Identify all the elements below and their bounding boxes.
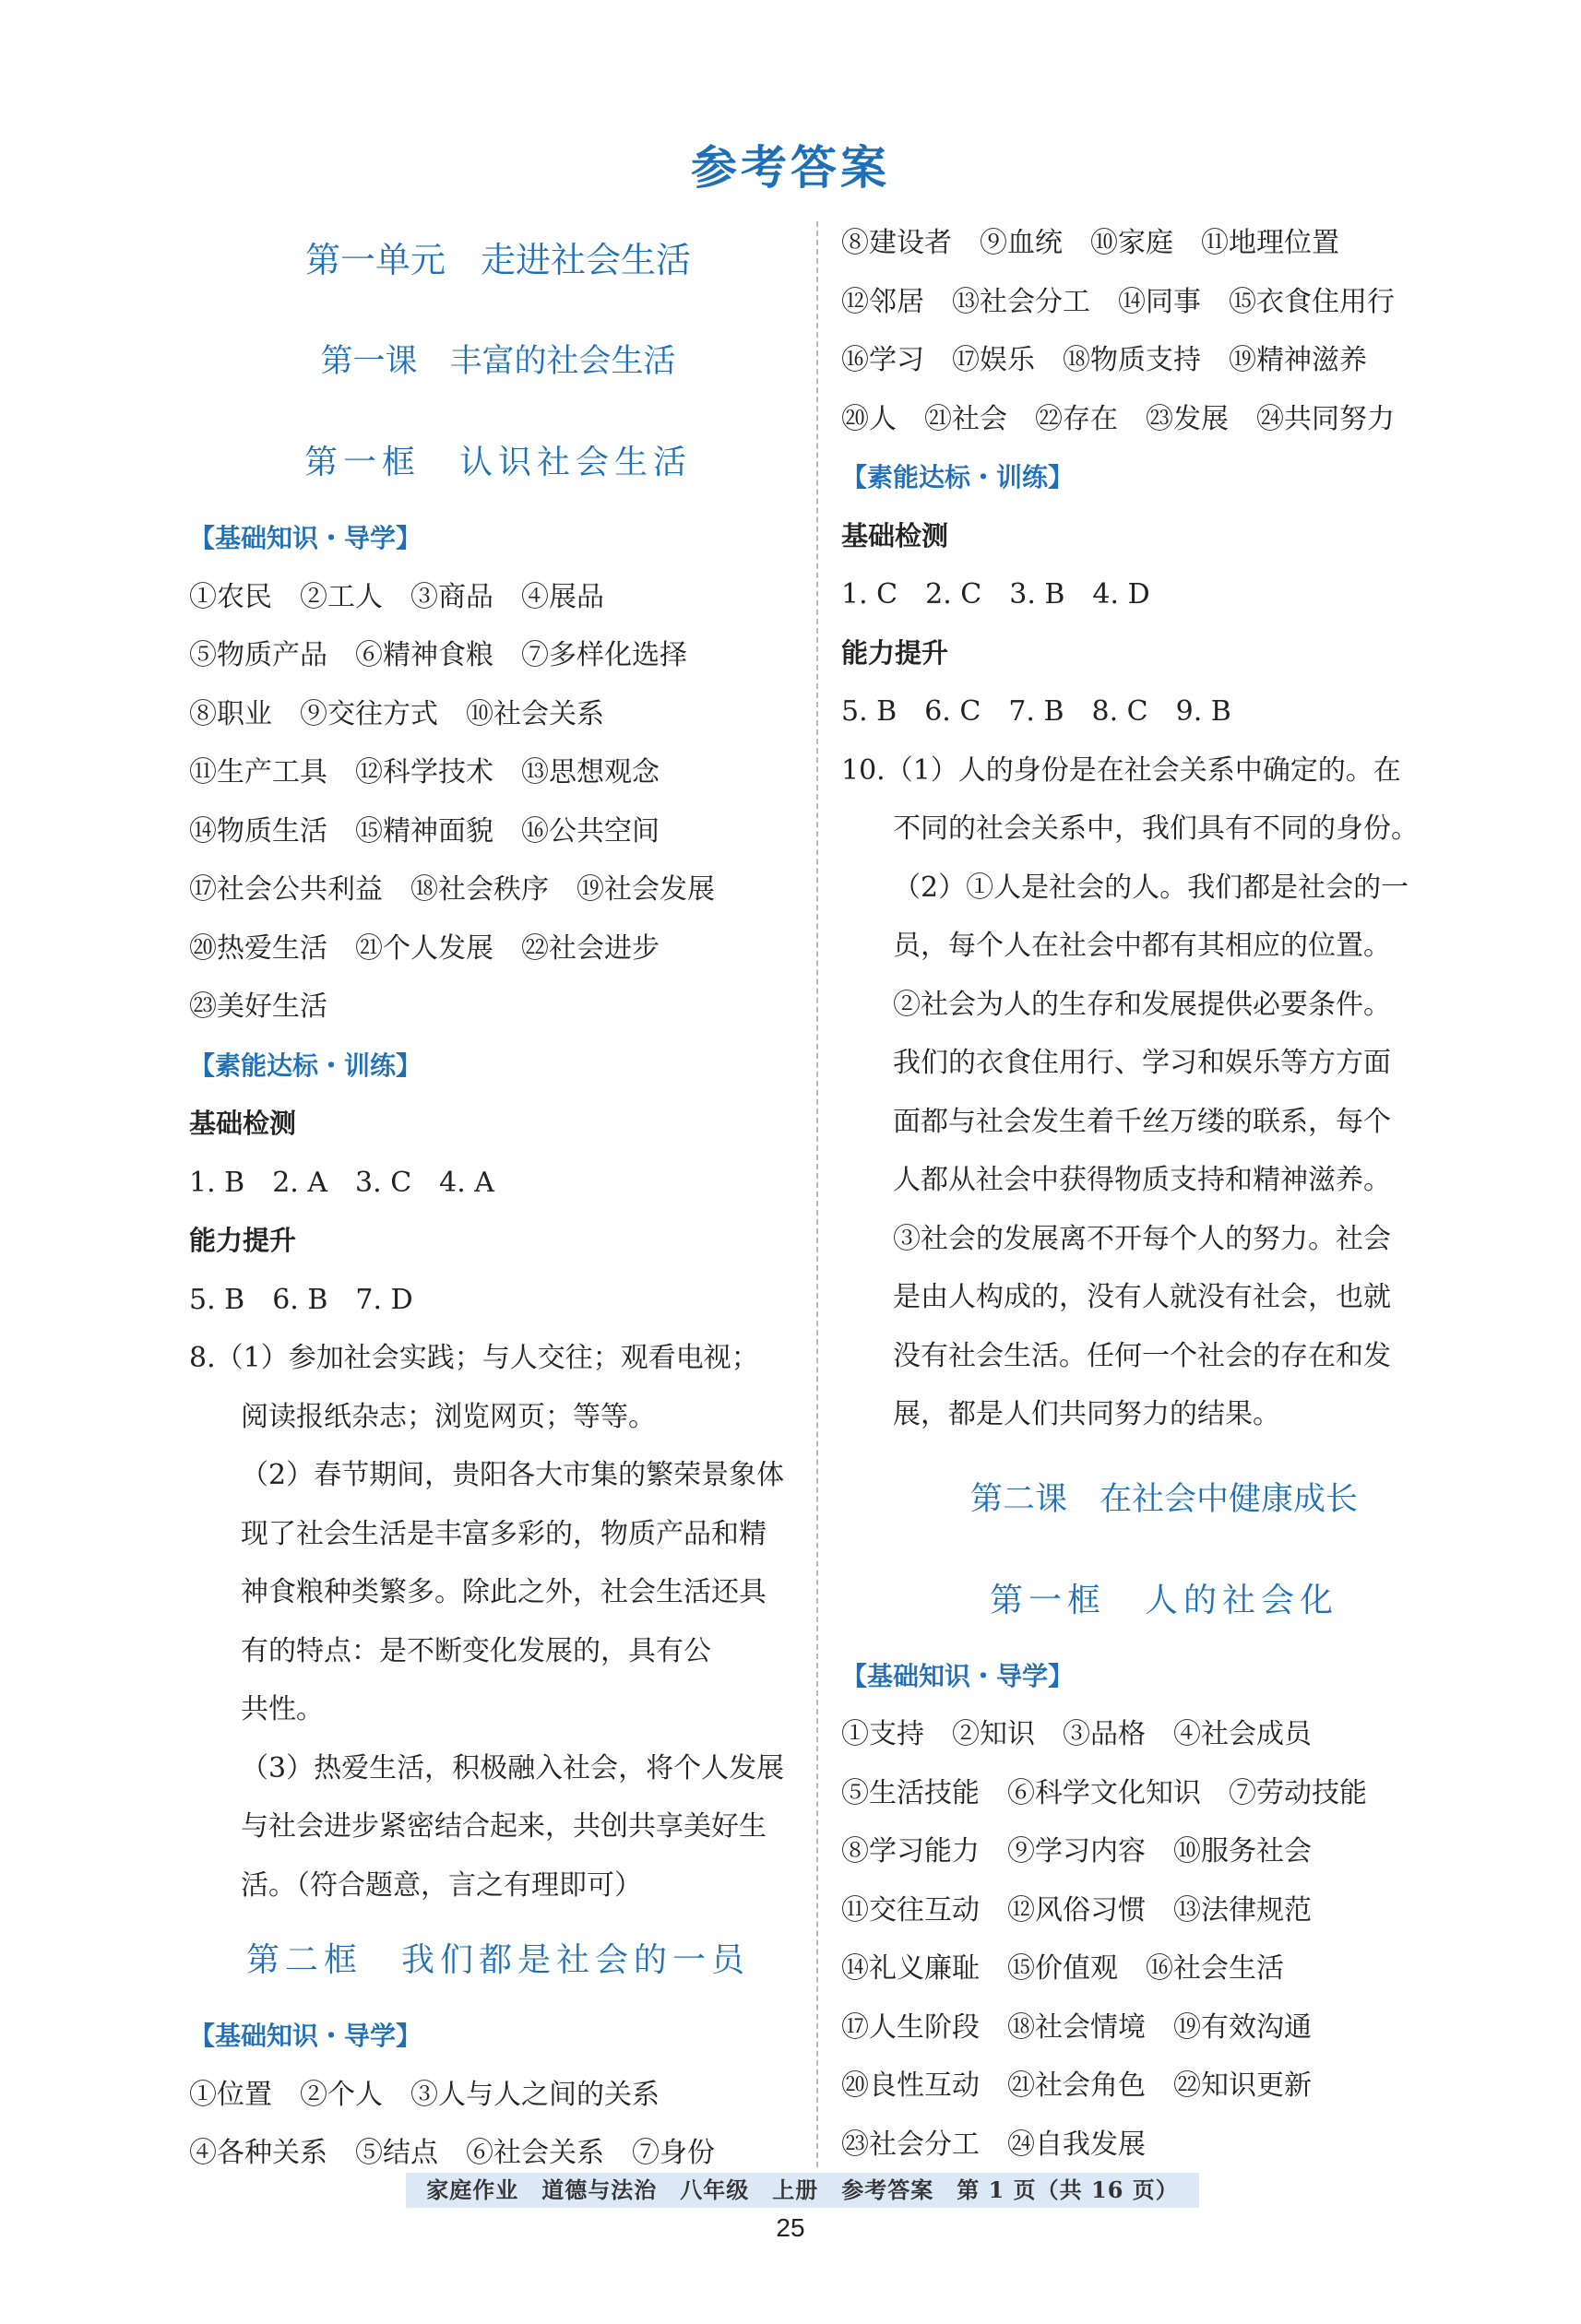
answer-line: ⑯学习 ⑰娱乐 ⑱物质支持 ⑲精神滋养 (841, 344, 1367, 376)
lesson-title: 第二课 在社会中健康成长 (969, 1480, 1358, 1518)
answer-line: 人都从社会中获得物质支持和精神滋养。 (893, 1164, 1391, 1196)
section-tag: 【基础知识・导学】 (841, 1660, 1075, 1691)
answer-line: （2）春节期间，贵阳各大市集的繁荣景象体 (241, 1459, 785, 1491)
frame-title: 第一框 人的社会化 (989, 1581, 1338, 1619)
answer-line: ⑫邻居 ⑬社会分工 ⑭同事 ⑮衣食住用行 (841, 285, 1395, 318)
answer-line: ⑰社会公共利益 ⑱社会秩序 ⑲社会发展 (189, 873, 715, 906)
page-title: 参考答案 (691, 141, 890, 195)
answer-line: ⑧建设者 ⑨血统 ⑩家庭 ⑪地理位置 (841, 227, 1339, 259)
column-divider (816, 221, 818, 2167)
answer-line: ⑰人生阶段 ⑱社会情境 ⑲有效沟通 (841, 2010, 1312, 2044)
subheading: 基础检测 (189, 1108, 297, 1139)
answer-line: 有的特点：是不断变化发展的，具有公 (241, 1634, 711, 1667)
answer-line: ㉓美好生活 (189, 990, 327, 1023)
answer-line: 5. B 6. B 7. D (189, 1283, 413, 1316)
answer-line: 10.（1）人的身份是在社会关系中确定的。在 (841, 753, 1401, 787)
section-tag: 【素能达标・训练】 (841, 462, 1075, 492)
left-column (189, 214, 807, 2183)
answer-line: 共性。 (241, 1693, 324, 1725)
answer-line: ⑳良性互动 ㉑社会角色 ㉒知识更新 (841, 2069, 1312, 2102)
answer-line: 1. B 2. A 3. C 4. A (189, 1166, 494, 1199)
answer-line: 神食粮种类繁多。除此之外，社会生活还具 (241, 1576, 767, 1608)
answer-line: 面都与社会发生着千丝万缕的联系，每个 (893, 1105, 1391, 1138)
answer-line: ⑤生活技能 ⑥科学文化知识 ⑦劳动技能 (841, 1776, 1367, 1809)
answer-line: 1. C 2. C 3. B 4. D (841, 578, 1150, 611)
answer-line: 5. B 6. C 7. B 8. C 9. B (841, 695, 1231, 728)
unit-title: 第一单元 走进社会生活 (304, 240, 691, 280)
section-tag: 【基础知识・导学】 (189, 523, 422, 553)
answer-line: ③社会的发展离不开每个人的努力。社会 (893, 1222, 1391, 1255)
subheading: 基础检测 (841, 519, 949, 551)
answer-line: 没有社会生活。任何一个社会的存在和发 (893, 1339, 1391, 1372)
page-number: 25 (776, 2213, 805, 2242)
answer-line: ⑭礼义廉耻 ⑮价值观 ⑯社会生活 (841, 1952, 1284, 1985)
answer-line: 现了社会生活是丰富多彩的，物质产品和精 (241, 1517, 767, 1550)
answer-line: 活。（符合题意，言之有理即可） (241, 1868, 642, 1902)
answer-line: 员，每个人在社会中都有其相应的位置。 (893, 930, 1391, 962)
answer-line: ⑭物质生活 ⑮精神面貌 ⑯公共空间 (189, 814, 660, 848)
lesson-title: 第一课 丰富的社会生活 (320, 343, 676, 380)
answer-line: 我们的衣食住用行、学习和娱乐等方方面 (893, 1047, 1391, 1079)
section-tag: 【基础知识・导学】 (189, 2021, 422, 2051)
answer-line: ⑧学习能力 ⑨学习内容 ⑩服务社会 (841, 1835, 1312, 1868)
answer-line: ㉓社会分工 ㉔自我发展 (841, 2128, 1146, 2161)
answer-line: 展，都是人们共同努力的结果。 (893, 1398, 1280, 1430)
answer-line: 不同的社会关系中，我们具有不同的身份。 (893, 812, 1419, 845)
answer-line: ④各种关系 ⑤结点 ⑥社会关系 ⑦身份 (189, 2137, 715, 2169)
answer-line: 与社会进步紧密结合起来，共创共享美好生 (241, 1810, 767, 1843)
answer-line: （3）热爱生活，积极融入社会，将个人发展 (241, 1751, 785, 1784)
answer-line: ⑪交往互动 ⑫风俗习惯 ⑬法律规范 (841, 1893, 1312, 1927)
answer-line: ①位置 ②个人 ③人与人之间的关系 (189, 2078, 660, 2111)
footer-banner: 家庭作业 道德与法治 八年级 上册 参考答案 第 1 页（共 16 页） (406, 2173, 1199, 2208)
answer-line: ⑤物质产品 ⑥精神食粮 ⑦多样化选择 (189, 639, 687, 671)
answer-line: ⑧职业 ⑨交往方式 ⑩社会关系 (189, 697, 604, 730)
answer-line: ①农民 ②工人 ③商品 ④展品 (189, 580, 604, 613)
answer-line: （2）①人是社会的人。我们都是社会的一 (893, 871, 1409, 904)
answer-line: 8.（1）参加社会实践；与人交往；观看电视； (189, 1342, 759, 1374)
section-tag: 【素能达标・训练】 (189, 1049, 422, 1081)
subheading: 能力提升 (841, 636, 949, 669)
frame-title: 第二框 我们都是社会的一员 (245, 1941, 750, 1979)
right-column (841, 214, 1487, 2174)
answer-line: ②社会为人的生存和发展提供必要条件。 (893, 988, 1391, 1021)
answer-line: 阅读报纸杂志；浏览网页；等等。 (241, 1400, 656, 1433)
answer-line: ①支持 ②知识 ③品格 ④社会成员 (841, 1718, 1312, 1750)
frame-title: 第一框 认识社会生活 (303, 444, 692, 481)
answer-line: ⑳热爱生活 ㉑个人发展 ㉒社会进步 (189, 931, 660, 965)
subheading: 能力提升 (189, 1225, 297, 1256)
answer-line: 是由人构成的，没有人就没有社会，也就 (893, 1281, 1391, 1313)
answer-line: ⑪生产工具 ⑫科学技术 ⑬思想观念 (189, 756, 660, 788)
answer-line: ⑳人 ㉑社会 ㉒存在 ㉓发展 ㉔共同努力 (841, 402, 1395, 435)
